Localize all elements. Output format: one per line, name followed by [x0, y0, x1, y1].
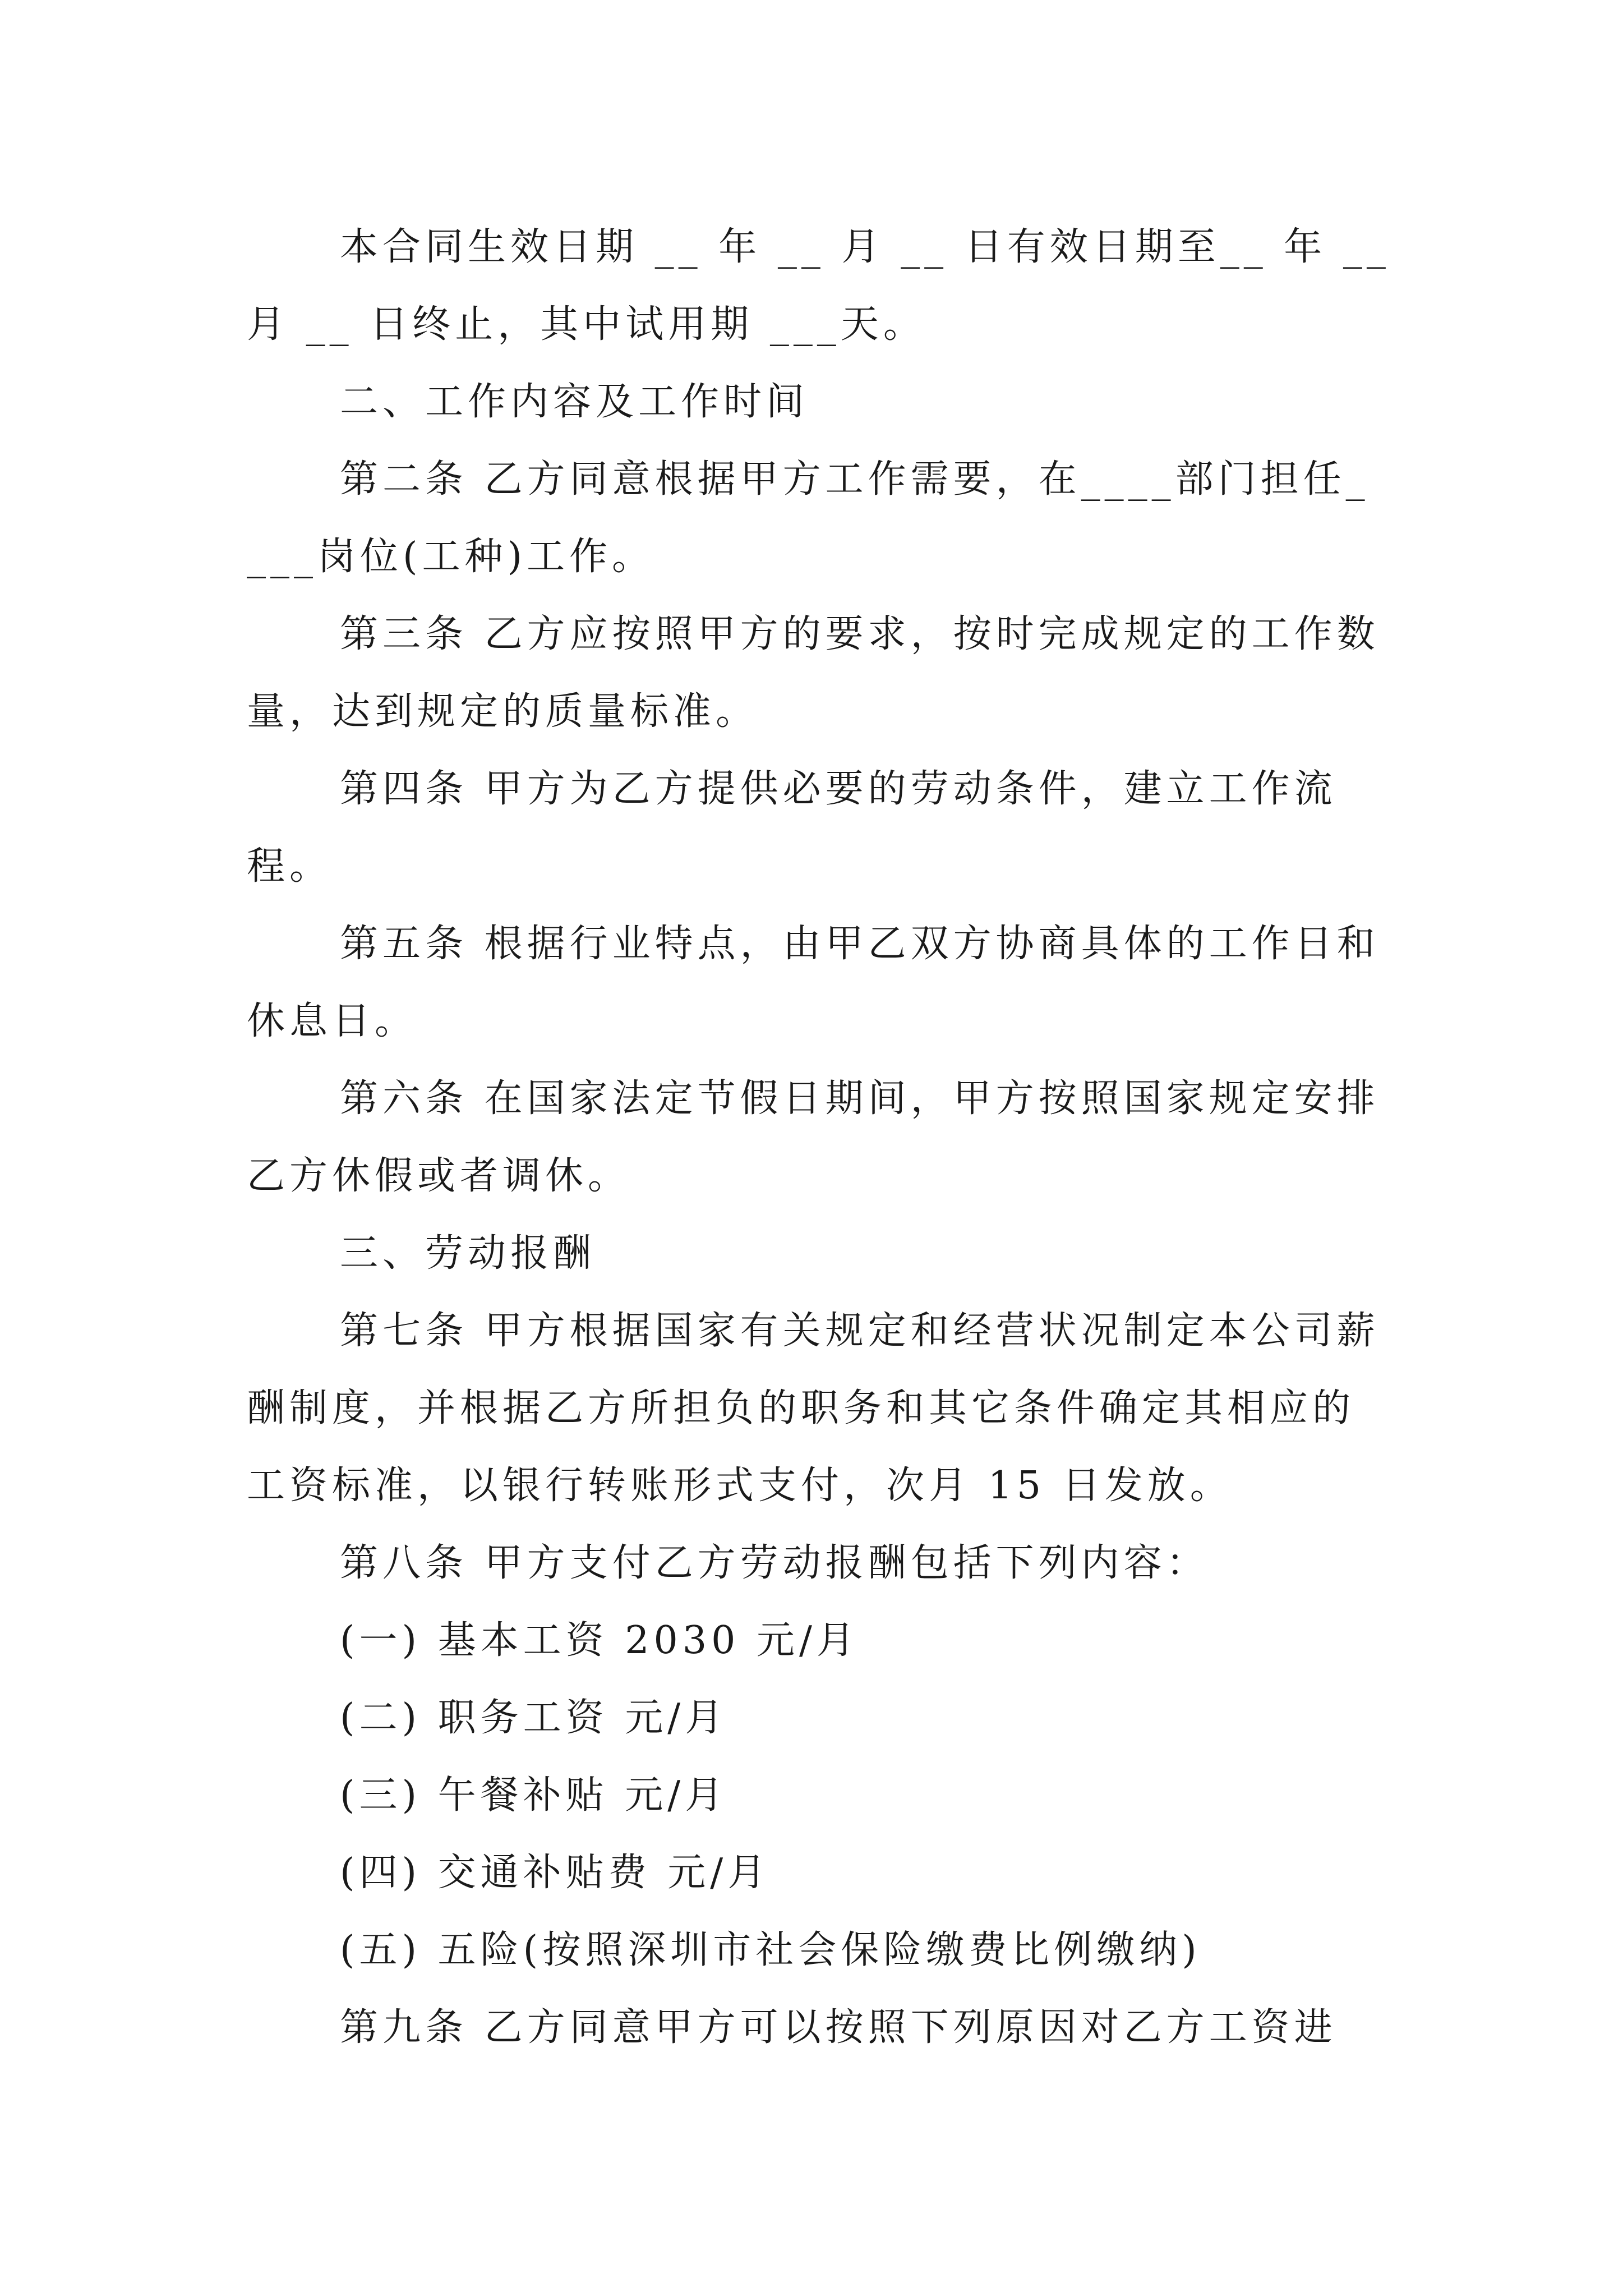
salary-item-lunch: (三) 午餐补贴 元/月 [340, 1773, 728, 1818]
article-4-paragraph: 第四条 甲方为乙方提供必要的劳动条件，建立工作流程。 [247, 767, 1337, 889]
section-heading-remuneration: 三、劳动报酬 [340, 1231, 596, 1276]
salary-item-transport: (四) 交通补贴费 元/月 [340, 1851, 771, 1895]
article-8-paragraph: 第八条 甲方支付乙方劳动报酬包括下列内容： [340, 1541, 1209, 1585]
salary-item-insurance: (五) 五险(按照深圳市社会保险缴费比例缴纳) [340, 1928, 1201, 1972]
article-2-paragraph: 第二条 乙方同意根据甲方工作需要，在____部门担任____岗位(工种)工作。 [247, 457, 1370, 579]
section-heading-work-content: 二、工作内容及工作时间 [340, 380, 809, 424]
article-5-paragraph: 第五条 根据行业特点，由甲乙双方协商具体的工作日和休息日。 [247, 922, 1380, 1043]
article-7-paragraph: 第七条 甲方根据国家有关规定和经营状况制定本公司薪酬制度，并根据乙方所担负的职务和其它条件确定其相应的工资标准，以银行转账形式支付，次月 15 日发放。 [247, 1309, 1380, 1508]
salary-item-position: (二) 职务工资 元/月 [340, 1696, 728, 1740]
article-6-paragraph: 第六条 在国家法定节假日期间，甲方按照国家规定安排乙方休假或者调休。 [247, 1076, 1380, 1198]
salary-item-basic: (一) 基本工资 2030 元/月 [340, 1618, 859, 1663]
contract-effective-date-paragraph: 本合同生效日期 __ 年 __ 月 __ 日有效日期至__ 年 __ 月 __ 日终止，其中试用期 ___天。 [247, 225, 1390, 347]
document-body [247, 209, 1391, 2067]
article-3-paragraph: 第三条 乙方应按照甲方的要求，按时完成规定的工作数量，达到规定的质量标准。 [247, 612, 1380, 734]
article-9-paragraph: 第九条 乙方同意甲方可以按照下列原因对乙方工资进 [340, 2005, 1337, 2050]
